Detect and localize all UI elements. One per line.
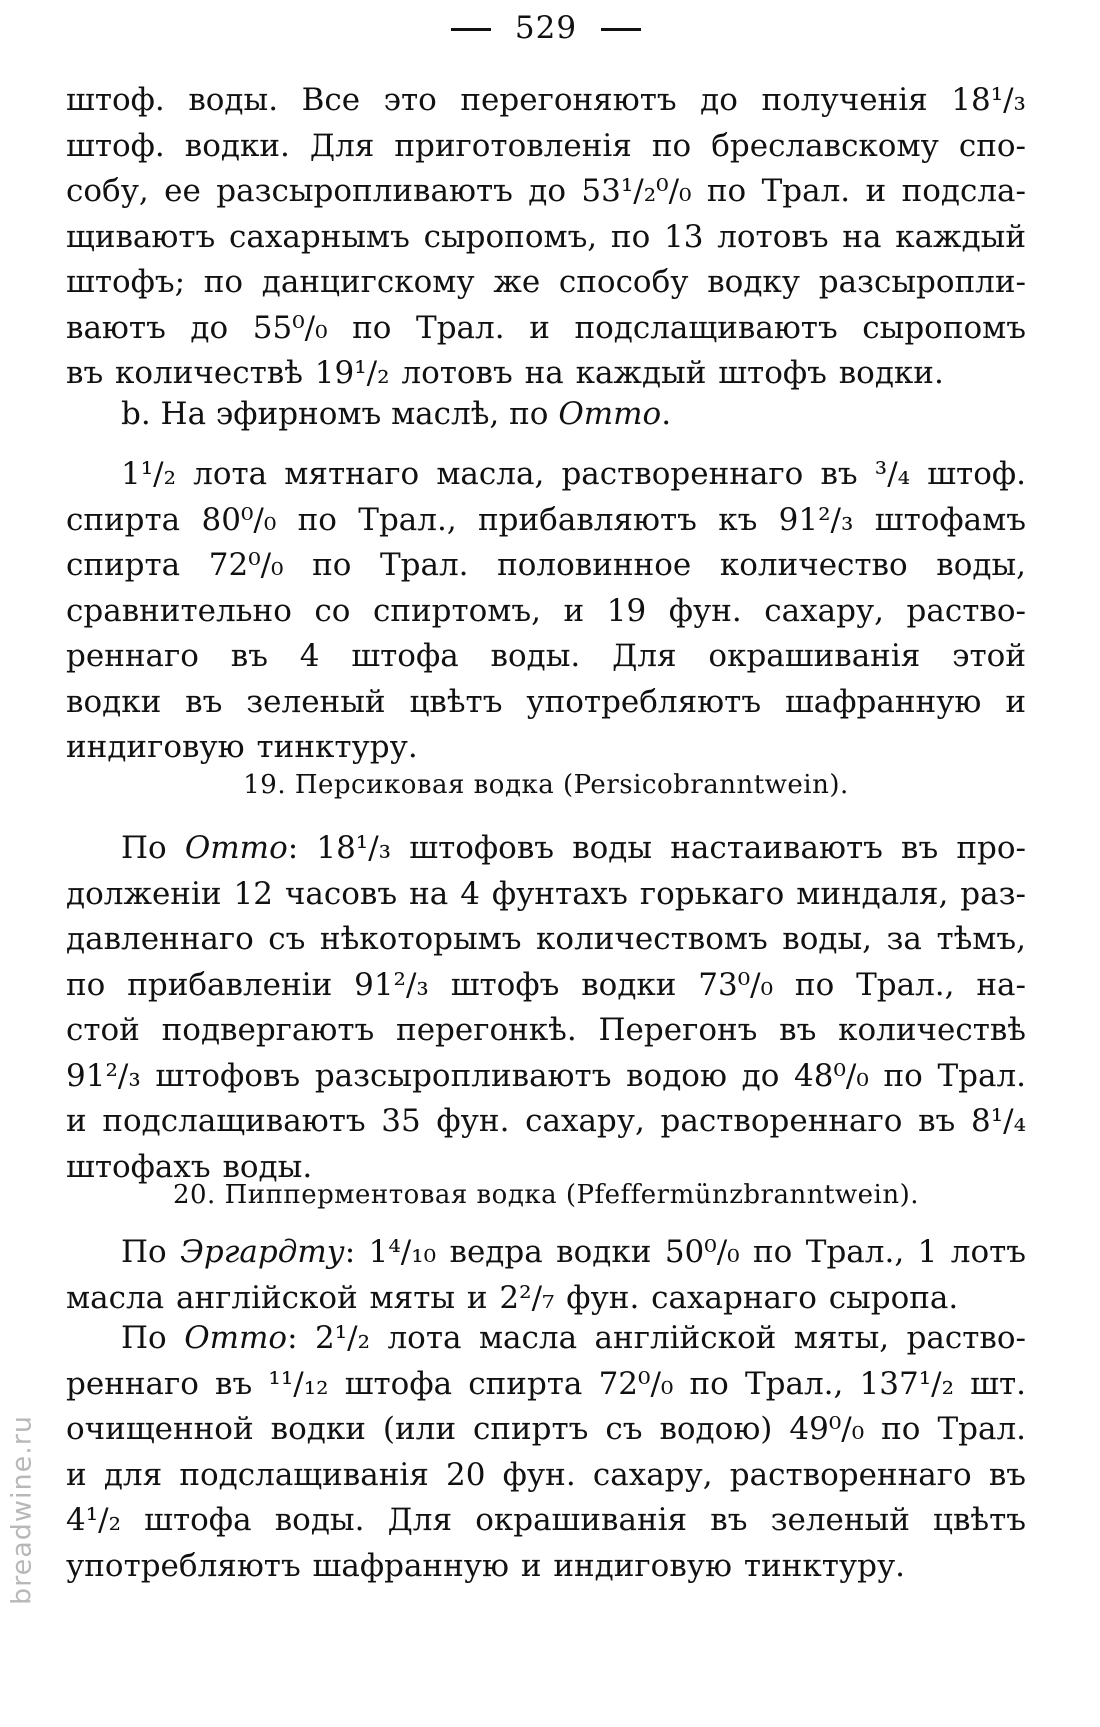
text-line: собу, ее разсыропливаютъ до 53¹/₂⁰/₀ по Трал. и подсла- (66, 173, 1026, 209)
author-name: Отто (184, 1320, 288, 1356)
dash-left (451, 28, 491, 31)
author-name: Отто (558, 396, 662, 432)
line-prefix: По (121, 1234, 181, 1270)
text-line: штоф. воды. Все это перегоняютъ до полученія 18¹/₃ (66, 82, 1026, 118)
text-line (66, 1316, 1026, 1362)
text-line: масла англійской мяты и 2²/₇ фун. сахарнаго сыропа. (66, 1279, 959, 1316)
text-line: очищенной водки (или спиртъ съ водою) 49⁰/₀ по Трал. (66, 1411, 1026, 1447)
text-line: спирта 80⁰/₀ по Трал., прибавляютъ къ 91²/₃ штофамъ (66, 501, 1026, 538)
author-name: Эргардту (180, 1234, 345, 1270)
text-line: штофъ; по данцигскому же способу водку разсыропли- (66, 264, 1026, 300)
text-line: и для подслащиванія 20 фун. сахару, раствореннаго въ (66, 1456, 1026, 1493)
text-line: стой подвергаютъ перегонкѣ. Перегонъ въ количествѣ (66, 1012, 1026, 1048)
text-line (66, 826, 1026, 872)
line-rest: : 1⁴/₁₀ ведра водки 50⁰/₀ по Трал., 1 лотъ (344, 1234, 1026, 1270)
section-19-heading: 19. Персиковая водка (Persicobranntwein). (243, 770, 849, 800)
text-line: сравнительно со спиртомъ, и 19 фун. сахару, раство- (66, 592, 1026, 629)
paragraph-peach-vodka (66, 826, 1026, 1190)
text-line: 1¹/₂ лота мятнаго масла, раствореннаго въ ³/₄ штоф. (121, 456, 1026, 492)
text-line: 91²/₃ штофовъ разсыропливаютъ водою до 48⁰/₀ по Трал. (66, 1057, 1026, 1094)
text-line: 4¹/₂ штофа воды. Для окрашиванія въ зеленый цвѣтъ (66, 1502, 1026, 1538)
text-line: ваютъ до 55⁰/₀ по Трал. и подслащиваютъ сыропомъ (66, 309, 1026, 346)
subsection-suffix: . (661, 396, 672, 432)
subsection-prefix: b. На эфирномъ маслѣ, по (121, 396, 559, 432)
text-line: и подслащиваютъ 35 фун. сахару, раствореннаго въ 8¹/₄ (66, 1103, 1026, 1139)
subsection-b-heading (121, 396, 671, 432)
line-prefix: По (121, 830, 185, 866)
watermark (2, 1300, 42, 1720)
line-rest: : 2¹/₂ лота масла англійской мяты, раство- (287, 1320, 1026, 1356)
text-line: въ количествѣ 19¹/₂ лотовъ на каждый штофъ водки. (66, 355, 944, 391)
paragraph-erhardt (66, 1230, 1026, 1321)
text-line: употребляютъ шафранную и индиговую тинктуру. (66, 1547, 906, 1584)
paragraph-otto-peppermint (66, 1316, 1026, 1589)
text-line: долженіи 12 часовъ на 4 фунтахъ горькаго миндаля, раз- (66, 875, 1026, 912)
line-prefix: По (121, 1320, 185, 1356)
text-line: индиговую тинктуру. (66, 729, 418, 765)
dash-right (601, 28, 641, 31)
text-line: давленнаго съ нѣкоторымъ количествомъ воды, за тѣмъ, (66, 921, 1026, 957)
paragraph-continued (66, 78, 1026, 397)
text-line: реннаго въ 4 штофа воды. Для окрашиванія этой (66, 638, 1026, 674)
text-line: штофахъ воды. (66, 1148, 313, 1185)
text-line: штоф. водки. Для приготовленія по бреславскому спо- (66, 127, 1026, 164)
text-line: по прибавленіи 91²/₃ штофъ водки 73⁰/₀ по Трал., на- (66, 966, 1026, 1003)
section-20-heading: 20. Пипперментовая водка (Pfeffermünzbranntwein). (172, 1180, 920, 1210)
text-line: реннаго въ ¹¹/₁₂ штофа спирта 72⁰/₀ по Трал., 137¹/₂ шт. (66, 1365, 1026, 1402)
watermark-text: breadwine.ru (6, 1414, 38, 1606)
author-name: Отто (184, 830, 288, 866)
text-line: щиваютъ сахарнымъ сыропомъ, по 13 лотовъ на каждый (66, 218, 1026, 255)
running-head (66, 10, 1026, 46)
text-line (66, 1230, 1026, 1276)
text-line: спирта 72⁰/₀ по Трал. половинное количество воды, (66, 547, 1026, 583)
paragraph-mint-oil (66, 452, 1026, 771)
text-line: водки въ зеленый цвѣтъ употребляютъ шафранную и (66, 683, 1026, 720)
line-rest: : 18¹/₃ штофовъ воды настаиваютъ въ про- (287, 830, 1026, 866)
page-number: 529 (514, 10, 578, 46)
